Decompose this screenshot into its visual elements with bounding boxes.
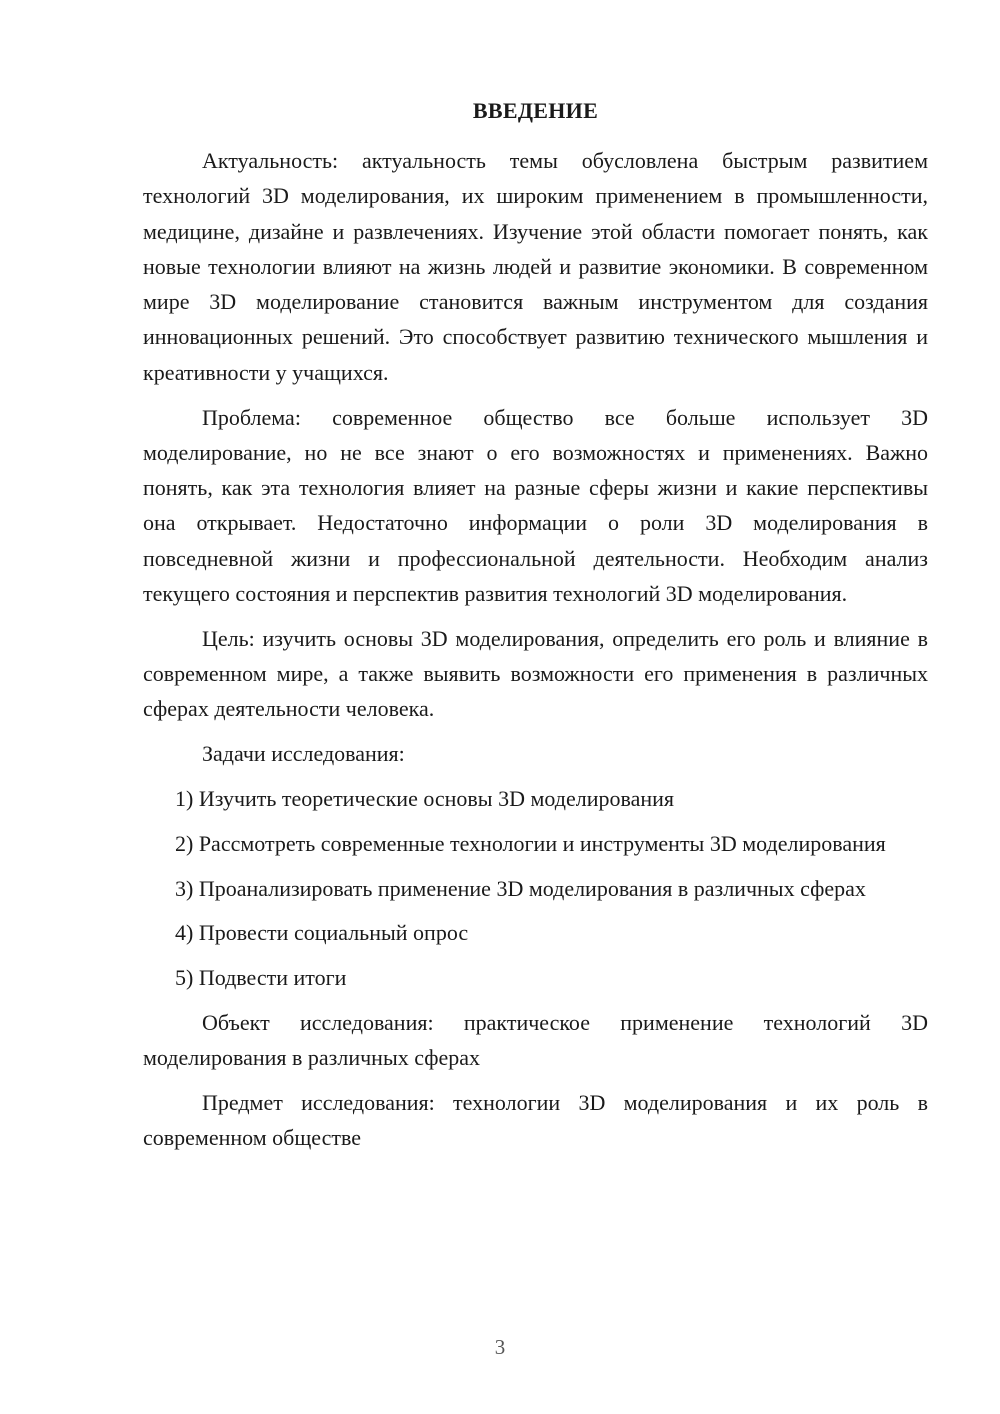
paragraph-subject: Предмет исследования: технологии 3D моделирования и их роль в современном обществе — [143, 1090, 928, 1151]
list-item: 2) Рассмотреть современные технологии и инструменты 3D моделирования — [175, 830, 886, 856]
list-item: 5) Подвести итоги — [175, 965, 347, 991]
list-item: 1) Изучить теоретические основы 3D моделирования — [175, 786, 674, 812]
paragraph-object: Объект исследования: практическое применение технологий 3D моделирования в различных сферах — [143, 1010, 928, 1071]
paragraph-goal: Цель: изучить основы 3D моделирования, определить его роль и влияние в современном мире, а также выявить возможности его применения в различных сферах деятельности человека. — [143, 625, 928, 722]
list-item: 4) Провести социальный опрос — [175, 920, 469, 946]
page-number: 3 — [494, 1335, 506, 1359]
paragraph-tasks-heading: Задачи исследования: — [202, 741, 405, 767]
list-item: 3) Проанализировать применение 3D моделирования в различных сферах — [175, 875, 866, 901]
document-body — [143, 143, 928, 1156]
section-title: ВВЕДЕНИЕ — [472, 98, 599, 123]
paragraph-problem: Проблема: современное общество все больше использует 3D моделирование, но не все знают о его возможностях и применениях. Важно понять, как эта технология влияет на разные сферы жизни и какие перспективы она открывает. Недостаточно информации о роли 3D моделирования в повседневной жизни и профессиональной деятельности. Необходим анализ текущего состояния и перспектив развития технологий 3D моделирования. — [143, 404, 928, 607]
paragraph-relevance: Актуальность: актуальность темы обусловлена быстрым развитием технологий 3D моделирования, их широким применением в промышленности, медицине, дизайне и развлечениях. Изучение этой области помогает понять, как новые технологии влияют на жизнь людей и развитие экономики. В современном мире 3D моделирование становится важным инструментом для создания инновационных решений. Это способствует развитию технического мышления и креативности у учащихся. — [143, 148, 928, 385]
